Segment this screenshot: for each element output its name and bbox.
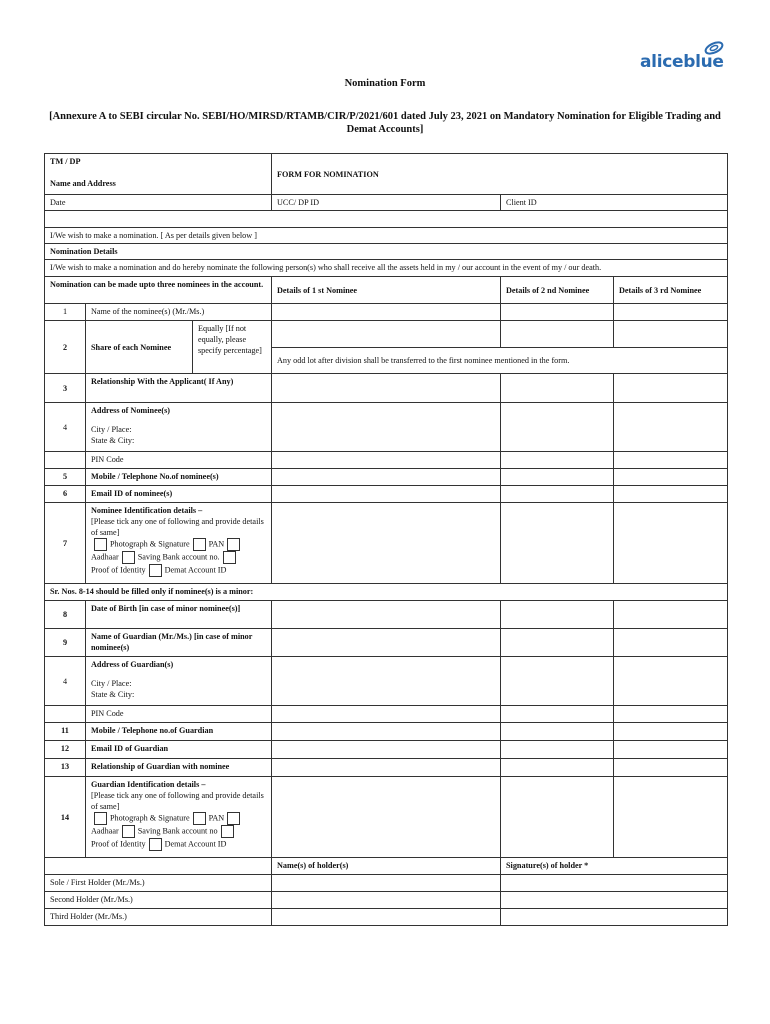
nominee-1-pin-input[interactable] (272, 452, 501, 469)
id-instruction: [Please tick any one of following and provide details of same] (91, 517, 264, 537)
row-label: Guardian Identification details – (91, 780, 206, 789)
city-place-label: City / Place: (91, 679, 132, 688)
guardian-3-name-input[interactable] (614, 629, 728, 657)
poi-checkbox[interactable] (149, 838, 162, 851)
spacer-row (45, 211, 728, 228)
blank-cell (45, 452, 86, 469)
photo-signature-label: Photograph & Signature (110, 539, 190, 549)
first-holder-name-input[interactable] (272, 875, 501, 892)
pan-checkbox-2[interactable] (227, 538, 240, 551)
poi-label: Proof of Identity (91, 565, 146, 575)
saving-bank-label: Saving Bank account no. (137, 552, 220, 562)
row-label: Address of Nominee(s) (91, 406, 170, 415)
nominee-3-pin-input[interactable] (614, 452, 728, 469)
nominee-3-share-input[interactable] (614, 321, 728, 348)
pin-code-label: PIN Code (86, 706, 272, 723)
nominee-1-mobile-input[interactable] (272, 469, 501, 486)
row-number: 4 (45, 657, 86, 706)
nomination-details-heading: Nomination Details (45, 244, 728, 260)
saving-bank-checkbox[interactable] (221, 825, 234, 838)
nominee-2-mobile-input[interactable] (501, 469, 614, 486)
nominee-1-id-input[interactable] (272, 503, 501, 584)
row-label: Email ID of Guardian (86, 741, 272, 759)
aadhaar-checkbox[interactable] (122, 551, 135, 564)
row-label: Mobile / Telephone No.of nominee(s) (86, 469, 272, 486)
state-city-label: State & City: (91, 690, 135, 699)
nominee-1-email-input[interactable] (272, 486, 501, 503)
nominee-2-name-input[interactable] (501, 304, 614, 321)
nominee-2-dob-input[interactable] (501, 601, 614, 629)
row-number: 12 (45, 741, 86, 759)
blank-cell (45, 706, 86, 723)
aadhaar-label: Aadhaar (91, 552, 119, 562)
id-instruction: [Please tick any one of following and provide details of same] (91, 791, 264, 811)
row-number: 4 (45, 403, 86, 452)
nominee-3-id-input[interactable] (614, 503, 728, 584)
row-label: Mobile / Telephone no.of Guardian (86, 723, 272, 741)
third-holder-signature-input[interactable] (501, 909, 728, 926)
nominee-3-address-input[interactable] (614, 403, 728, 452)
client-id-field[interactable]: Client ID (501, 195, 728, 211)
nominee-2-share-input[interactable] (501, 321, 614, 348)
minor-note: Sr. Nos. 8-14 should be filled only if nominee(s) is a minor: (45, 584, 728, 601)
form-title: Nomination Form (344, 78, 426, 89)
nomination-table (44, 153, 728, 926)
upto-three-note: Nomination can be made upto three nominees in the account. (45, 277, 272, 304)
guardian-2-id-input[interactable] (501, 777, 614, 858)
guardian-1-id-input[interactable] (272, 777, 501, 858)
guardian-3-pin-input[interactable] (614, 706, 728, 723)
pan-label: PAN (208, 539, 225, 549)
third-holder-label: Third Holder (Mr./Ms.) (45, 909, 272, 926)
demat-label: Demat Account ID (164, 565, 227, 575)
pin-code-label: PIN Code (86, 452, 272, 469)
saving-bank-label: Saving Bank account no (137, 826, 218, 836)
nominee-2-id-input[interactable] (501, 503, 614, 584)
guardian-1-name-input[interactable] (272, 629, 501, 657)
photo-signature-checkbox[interactable] (94, 812, 107, 825)
logo-swirl-icon (702, 40, 726, 56)
guardian-3-relationship-input[interactable] (614, 759, 728, 777)
guardian-1-pin-input[interactable] (272, 706, 501, 723)
row-number: 14 (45, 777, 86, 858)
nominee-1-header: Details of 1 st Nominee (272, 277, 501, 304)
row-number: 7 (45, 503, 86, 584)
row-label: Share of each Nominee (86, 321, 193, 374)
row-number: 1 (45, 304, 86, 321)
tm-dp-label: TM / DP (50, 157, 81, 166)
guardian-3-id-input[interactable] (614, 777, 728, 858)
nominee-2-relationship-input[interactable] (501, 374, 614, 403)
nominee-2-address-input[interactable] (501, 403, 614, 452)
nominee-2-pin-input[interactable] (501, 452, 614, 469)
row-label: Nominee Identification details – (91, 506, 203, 515)
pan-checkbox[interactable] (193, 538, 206, 551)
guardian-2-name-input[interactable] (501, 629, 614, 657)
nominee-3-relationship-input[interactable] (614, 374, 728, 403)
row-number: 8 (45, 601, 86, 629)
city-place-label: City / Place: (91, 425, 132, 434)
row-number: 13 (45, 759, 86, 777)
nominee-3-name-input[interactable] (614, 304, 728, 321)
first-holder-signature-input[interactable] (501, 875, 728, 892)
guardian-1-relationship-input[interactable] (272, 759, 501, 777)
nominee-1-address-input[interactable] (272, 403, 501, 452)
row-label: Email ID of nominee(s) (86, 486, 272, 503)
tm-dp-cell[interactable] (45, 154, 272, 195)
nominee-1-dob-input[interactable] (272, 601, 501, 629)
guardian-3-address-input[interactable] (614, 657, 728, 706)
row-number: 9 (45, 629, 86, 657)
first-holder-label: Sole / First Holder (Mr./Ms.) (45, 875, 272, 892)
guardian-1-email-input[interactable] (272, 741, 501, 759)
row-label: Name of the nominee(s) (Mr./Ms.) (86, 304, 272, 321)
guardian-2-mobile-input[interactable] (501, 723, 614, 741)
second-holder-signature-input[interactable] (501, 892, 728, 909)
second-holder-name-input[interactable] (272, 892, 501, 909)
nominee-1-share-input[interactable] (272, 321, 501, 348)
wish-text: I/We wish to make a nomination. [ As per details given below ] (45, 228, 728, 244)
logo-text: aliceblue (640, 52, 724, 72)
row-label: Date of Birth [in case of minor nominee(s)] (86, 601, 272, 629)
row-number: 3 (45, 374, 86, 403)
photo-signature-label: Photograph & Signature (110, 813, 190, 823)
guardian-1-mobile-input[interactable] (272, 723, 501, 741)
third-holder-name-input[interactable] (272, 909, 501, 926)
share-sub-label: Equally [If not equally, please specify percentage] (193, 321, 272, 374)
date-field[interactable]: Date (45, 195, 272, 211)
poi-checkbox[interactable] (149, 564, 162, 577)
row-number: 11 (45, 723, 86, 741)
row-number: 6 (45, 486, 86, 503)
nominee-3-mobile-input[interactable] (614, 469, 728, 486)
holder-names-header: Name(s) of holder(s) (272, 858, 501, 875)
nominee-3-dob-input[interactable] (614, 601, 728, 629)
demat-label: Demat Account ID (164, 839, 227, 849)
row-number: 2 (45, 321, 86, 374)
second-holder-label: Second Holder (Mr./Ms.) (45, 892, 272, 909)
nominee-1-relationship-input[interactable] (272, 374, 501, 403)
aadhaar-label: Aadhaar (91, 826, 119, 836)
guardian-2-pin-input[interactable] (501, 706, 614, 723)
state-city-label: State & City: (91, 436, 135, 445)
form-for-nomination: FORM FOR NOMINATION (272, 154, 728, 195)
pan-checkbox-2[interactable] (227, 812, 240, 825)
nominee-3-email-input[interactable] (614, 486, 728, 503)
nominee-2-email-input[interactable] (501, 486, 614, 503)
holder-signature-header: Signature(s) of holder * (501, 858, 728, 875)
aadhaar-checkbox[interactable] (122, 825, 135, 838)
pan-label: PAN (208, 813, 225, 823)
pan-checkbox[interactable] (193, 812, 206, 825)
row-label: Relationship of Guardian with nominee (86, 759, 272, 777)
guardian-3-email-input[interactable] (614, 741, 728, 759)
guardian-2-email-input[interactable] (501, 741, 614, 759)
photo-signature-checkbox[interactable] (94, 538, 107, 551)
guardian-3-mobile-input[interactable] (614, 723, 728, 741)
ucc-dp-id-field[interactable]: UCC/ DP ID (272, 195, 501, 211)
nominee-3-header: Details of 3 rd Nominee (614, 277, 728, 304)
nominee-2-header: Details of 2 nd Nominee (501, 277, 614, 304)
row-label: Address of Guardian(s) (91, 660, 174, 669)
row-label: Name of Guardian (Mr./Ms.) [in case of minor nominee(s) (86, 629, 272, 657)
blank-cell (45, 858, 272, 875)
aliceblue-logo (640, 40, 730, 72)
guardian-1-address-input[interactable] (272, 657, 501, 706)
name-address-label: Name and Address (50, 179, 116, 188)
nomination-statement: I/We wish to make a nomination and do hereby nominate the following person(s) who shall receive all the assets held in my / our account in the event of my / our death. (45, 260, 728, 277)
guardian-2-relationship-input[interactable] (501, 759, 614, 777)
form-subtitle: [Annexure A to SEBI circular No. SEBI/HO/MIRSD/RTAMB/CIR/P/2021/601 dated July 23, 2021 on Mandatory Nomination for Eligible Trading and Demat Accounts] (49, 111, 721, 135)
guardian-2-address-input[interactable] (501, 657, 614, 706)
row-label: Relationship With the Applicant( If Any) (86, 374, 272, 403)
nominee-1-name-input[interactable] (272, 304, 501, 321)
odd-lot-note: Any odd lot after division shall be transferred to the first nominee mentioned in the form. (272, 348, 728, 374)
poi-label: Proof of Identity (91, 839, 146, 849)
row-number: 5 (45, 469, 86, 486)
saving-bank-checkbox[interactable] (223, 551, 236, 564)
